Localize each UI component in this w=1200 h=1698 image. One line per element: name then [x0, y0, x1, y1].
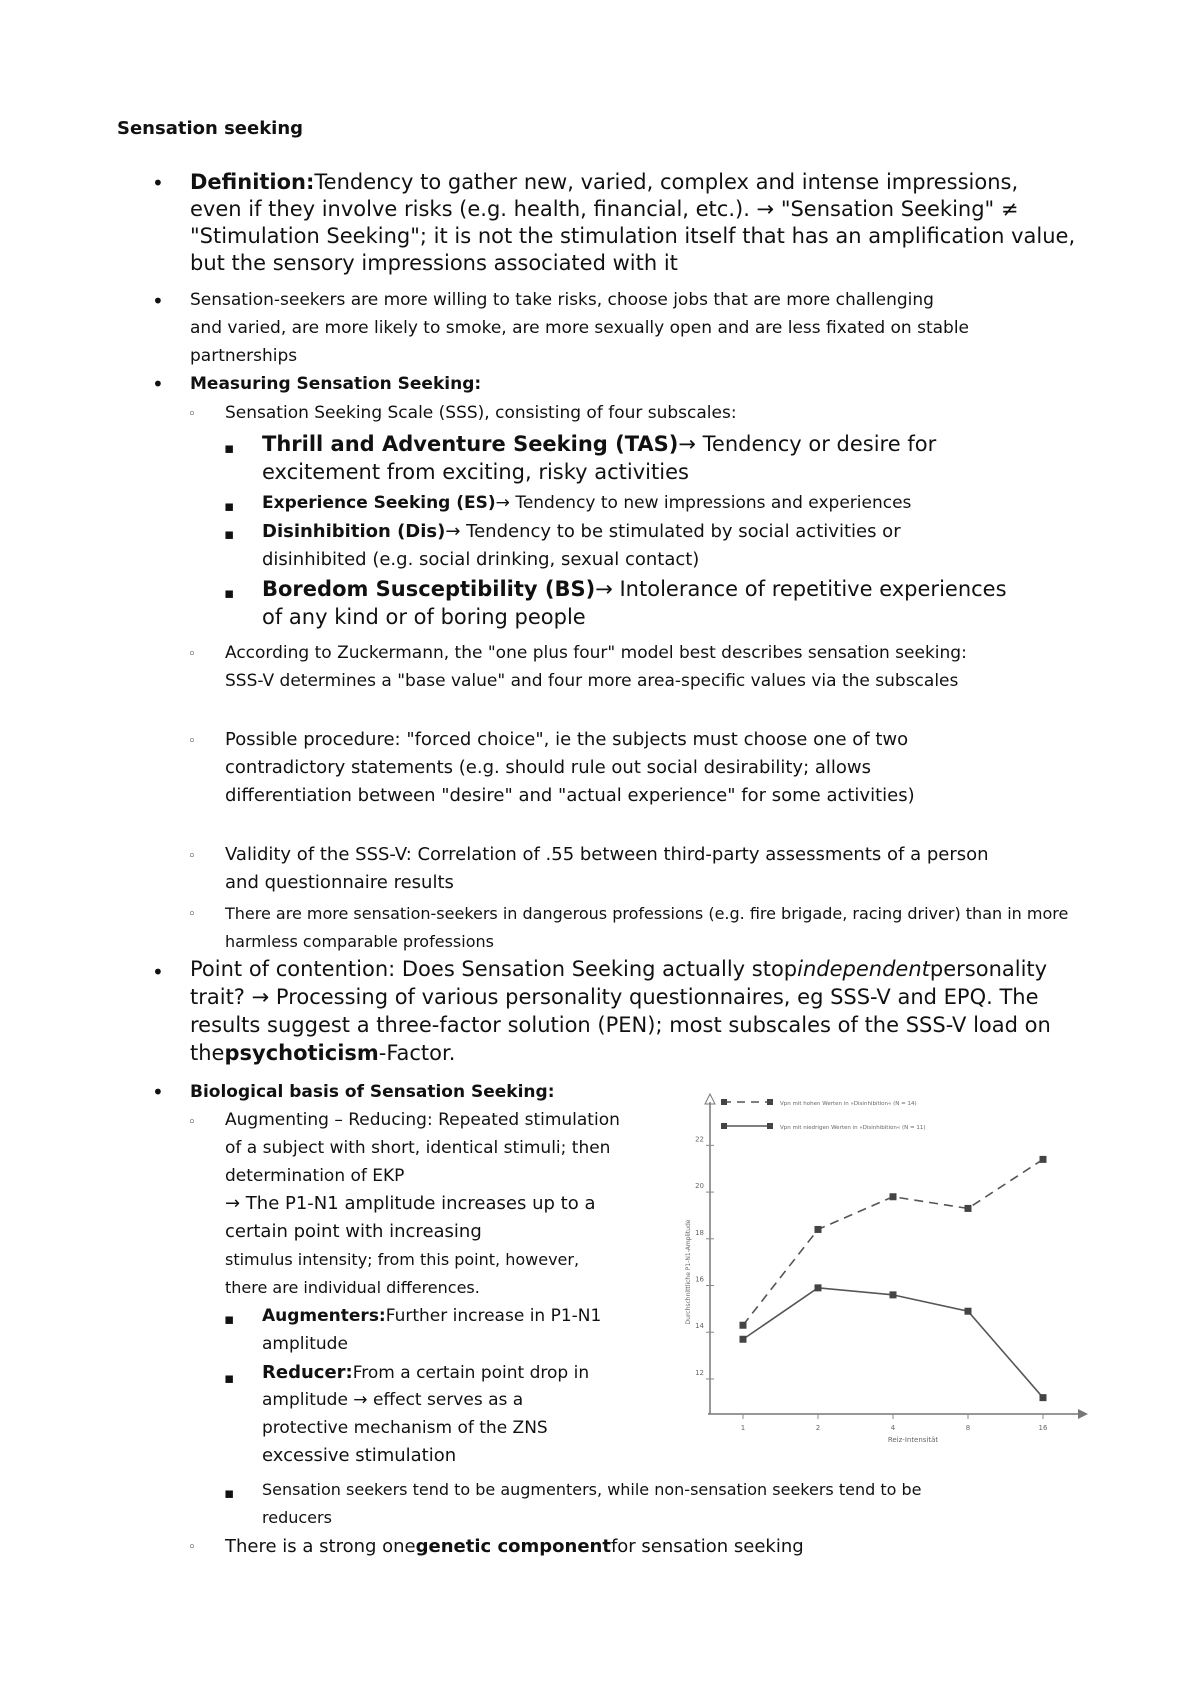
augmenters-line-1	[262, 1306, 601, 1326]
augmenters-line-2: amplitude	[262, 1334, 348, 1354]
tendency-line-1: Sensation seekers tend to be augmenters, while non-sensation seekers tend to be	[262, 1480, 922, 1499]
es-text: → Tendency to new impressions and experiences	[495, 493, 912, 513]
augmenting-line-2: of a subject with short, identical stimuli; then	[225, 1138, 611, 1158]
legend-marker-2	[767, 1123, 773, 1129]
series-2-point	[815, 1284, 822, 1291]
contention-text: the	[190, 1041, 225, 1065]
augmenters-label: Augmenters:	[262, 1306, 386, 1326]
augmenting-line-1: Augmenting – Reducing: Repeated stimulation	[225, 1110, 620, 1130]
bullet: ◦	[188, 849, 196, 864]
series-2-point	[1040, 1394, 1047, 1401]
definition-line-3: "Stimulation Seeking"; it is not the stimulation itself that has an amplification value,	[190, 224, 1076, 248]
contention-line-2: trait? → Processing of various personality questionnaires, eg SSS-V and EPQ. The	[190, 985, 1039, 1009]
x-axis-arrow	[1078, 1409, 1088, 1419]
contention-line-4	[190, 1041, 455, 1065]
bullet: •	[152, 372, 164, 396]
validity-line-1: Validity of the SSS-V: Correlation of .55 between third-party assessments of a person	[225, 844, 989, 865]
series-line-1	[743, 1159, 1043, 1325]
seekers-line-3: partnerships	[190, 346, 298, 366]
bullet: ◦	[188, 734, 196, 749]
contention-italic: independent	[797, 957, 930, 981]
x-tick-label: 1	[740, 1424, 746, 1432]
reducer-line-1	[262, 1362, 589, 1383]
bullet: •	[152, 289, 164, 313]
definition-line-2: even if they involve risks (e.g. health, financial, etc.). → "Sensation Seeking" ≠	[190, 197, 1019, 221]
y-tick-label: 16	[695, 1275, 704, 1284]
augmenting-line-4: → The P1-N1 amplitude increases up to a	[225, 1193, 596, 1214]
series-2-point	[740, 1336, 747, 1343]
biological-heading	[190, 1082, 555, 1102]
legend-marker-1	[721, 1099, 727, 1105]
dis-label: Disinhibition (Dis)	[262, 521, 446, 542]
validity-line-2: and questionnaire results	[225, 872, 454, 893]
zuckermann-line-2: SSS-V determines a "base value" and four more area-specific values via the subscales	[225, 671, 959, 691]
bullet: ▪	[224, 525, 235, 543]
amplitude-chart	[685, 1082, 1098, 1444]
augmenting-line-3: determination of EKP	[225, 1166, 405, 1186]
definition-text: Tendency to gather new, varied, complex and intense impressions,	[314, 170, 1019, 194]
dis-line-1	[262, 521, 901, 542]
legend-marker-2	[721, 1123, 727, 1129]
genetic-text: for sensation seeking	[610, 1536, 804, 1557]
y-tick-label: 20	[695, 1182, 704, 1191]
bullet: ▪	[224, 1369, 235, 1387]
bullet: ▪	[224, 439, 235, 457]
tendency-line-2: reducers	[262, 1508, 332, 1527]
y-axis-label: Durchschnittliche P1-N1-Amplitude	[685, 1219, 692, 1325]
genetic-bold: genetic component	[415, 1536, 611, 1557]
augmenting-line-7: there are individual differences.	[225, 1278, 480, 1297]
y-tick-label: 22	[695, 1135, 704, 1144]
contention-text: -Factor.	[378, 1041, 456, 1065]
reducer-text: From a certain point drop in	[352, 1363, 590, 1383]
x-axis-label: Reiz-Intensität	[887, 1436, 939, 1444]
x-tick-label: 8	[965, 1424, 971, 1432]
procedure-line-3: differentiation between "desire" and "actual experience" for some activities)	[225, 785, 915, 806]
series-1-point	[815, 1226, 822, 1233]
dis-line-2: disinhibited (e.g. social drinking, sexual contact)	[262, 549, 700, 570]
bullet: •	[152, 960, 164, 984]
x-tick-label: 16	[1038, 1424, 1048, 1432]
contention-bold: psychoticism	[224, 1041, 379, 1065]
page-title: Sensation seeking	[117, 118, 304, 139]
reducer-line-3: protective mechanism of the ZNS	[262, 1418, 548, 1438]
tas-line-2: excitement from exciting, risky activities	[262, 460, 689, 484]
tas-line-1	[262, 432, 936, 456]
contention-text: personality	[929, 957, 1048, 981]
procedure-line-2: contradictory statements (e.g. should rule out social desirability; allows	[225, 757, 872, 778]
reducer-label: Reducer:	[262, 1362, 353, 1383]
x-tick-label: 2	[815, 1424, 821, 1432]
seekers-line-1: Sensation-seekers are more willing to take risks, choose jobs that are more challenging	[190, 290, 934, 310]
series-line-2	[743, 1288, 1043, 1398]
series-1-point	[890, 1193, 897, 1200]
sss-line: Sensation Seeking Scale (SSS), consisting of four subscales:	[225, 403, 737, 423]
augmenting-line-6: stimulus intensity; from this point, however,	[225, 1250, 580, 1269]
x-tick-label: 4	[890, 1424, 896, 1432]
bullet: ◦	[188, 907, 196, 922]
definition-label: Definition:	[190, 170, 315, 194]
series-1-point	[1040, 1156, 1047, 1163]
es-line	[262, 493, 911, 513]
genetic-line	[225, 1536, 804, 1557]
definition-line-1	[190, 170, 1018, 194]
dis-text: → Tendency to be stimulated by social activities or	[445, 521, 901, 542]
professions-line-1: There are more sensation-seekers in dangerous professions (e.g. fire brigade, racing driver) than in more	[225, 904, 1069, 923]
y-tick-label: 14	[695, 1322, 704, 1331]
bullet: •	[152, 1080, 164, 1104]
definition-line-4: but the sensory impressions associated with it	[190, 251, 678, 275]
bs-line-2: of any kind or of boring people	[262, 605, 586, 629]
bullet: ▪	[224, 1310, 235, 1328]
legend-label-2: Vpn mit niedrigen Werten in »Disinhibition« (N = 11)	[780, 1125, 926, 1131]
bullet: ◦	[188, 407, 196, 422]
y-tick-label: 18	[695, 1228, 704, 1237]
bullet: •	[152, 171, 164, 195]
augmenting-line-5: certain point with increasing	[225, 1221, 482, 1242]
genetic-text: There is a strong one	[225, 1536, 416, 1557]
biological-label: Biological basis of Sensation Seeking:	[190, 1082, 555, 1102]
contention-line-1	[190, 957, 1047, 981]
bullet: ◦	[188, 647, 196, 662]
bullet: ▪	[224, 1484, 235, 1502]
bs-text: → Intolerance of repetitive experiences	[595, 577, 1007, 601]
tas-text: → Tendency or desire for	[678, 432, 937, 456]
y-tick-label: 12	[695, 1368, 704, 1377]
reducer-line-4: excessive stimulation	[262, 1445, 457, 1466]
series-1-point	[740, 1322, 747, 1329]
measuring-label: Measuring Sensation Seeking:	[190, 374, 482, 394]
bullet: ▪	[224, 497, 235, 515]
zuckermann-line-1: According to Zuckermann, the "one plus four" model best describes sensation seeking:	[225, 643, 967, 663]
contention-line-3: results suggest a three-factor solution (PEN); most subscales of the SSS-V load on	[190, 1013, 1051, 1037]
professions-line-2: harmless comparable professions	[225, 932, 494, 951]
legend-marker-1	[767, 1099, 773, 1105]
series-1-point	[965, 1205, 972, 1212]
legend-label-1: Vpn mit hohen Werten in »Disinhibition« (N = 14)	[780, 1101, 917, 1107]
bullet: ▪	[224, 584, 235, 602]
bullet: ◦	[188, 1115, 196, 1130]
bs-line-1	[262, 577, 1007, 601]
reducer-line-2: amplitude → effect serves as a	[262, 1390, 524, 1410]
series-2-point	[965, 1308, 972, 1315]
procedure-line-1: Possible procedure: "forced choice", ie the subjects must choose one of two	[225, 729, 909, 750]
measuring-heading	[190, 374, 481, 394]
bs-label: Boredom Susceptibility (BS)	[262, 577, 596, 601]
es-label: Experience Seeking (ES)	[262, 493, 496, 513]
series-2-point	[890, 1291, 897, 1298]
contention-text: Point of contention: Does Sensation Seeking actually stop	[190, 957, 798, 981]
seekers-line-2: and varied, are more likely to smoke, are more sexually open and are less fixated on stable	[190, 318, 970, 338]
tas-label: Thrill and Adventure Seeking (TAS)	[262, 432, 679, 456]
bullet: ◦	[188, 1540, 196, 1555]
augmenters-text: Further increase in P1-N1	[385, 1306, 602, 1326]
